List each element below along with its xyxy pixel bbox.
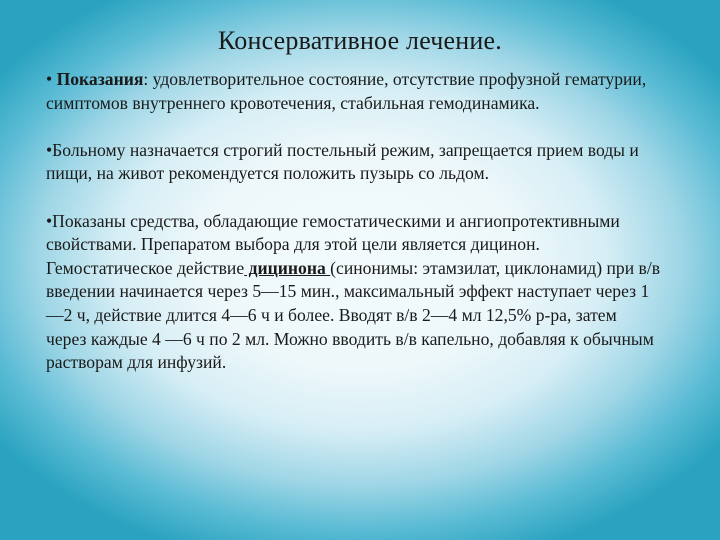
slide-content [46,68,661,398]
medication-paragraph [46,210,661,375]
regimen-paragraph: •Больному назначается строгий постельный режим, запрещается прием воды и пищи, на живот рекомендуется положить пузырь со льдом. [46,139,639,184]
indications-text: : удовлетворительное состояние, отсутствие профузной гематурии, симптомов внутреннего кровотечения, стабильная гемодинамика. [46,69,647,113]
bullet: • [46,69,57,89]
slide-title: Консервативное лечение. [218,26,502,55]
indications-label: Показания [56,69,144,89]
medication-text-before: •Показаны средства, обладающие гемостатическими и ангиопротективными свойствами. Препаратом выбора для этой цели является дицинон. Гемостатическое действие [46,210,620,278]
dicynone-underlined: дицинона [244,257,331,278]
medication-text-after: (синонимы: этамзилат, циклонамид) при в/в введении начинается через 5—15 мин., максимальный эффект наступает через 1—2 ч, действие длится 4—6 ч и более. Вводят в/в 2—4 мл 12,5% р-ра, затем через каждые 4 —6 ч по 2 мл. Можно вводить в/в капельно, добавляя к обычным растворам для инфузий. [46,257,661,373]
indications-paragraph [46,68,661,115]
